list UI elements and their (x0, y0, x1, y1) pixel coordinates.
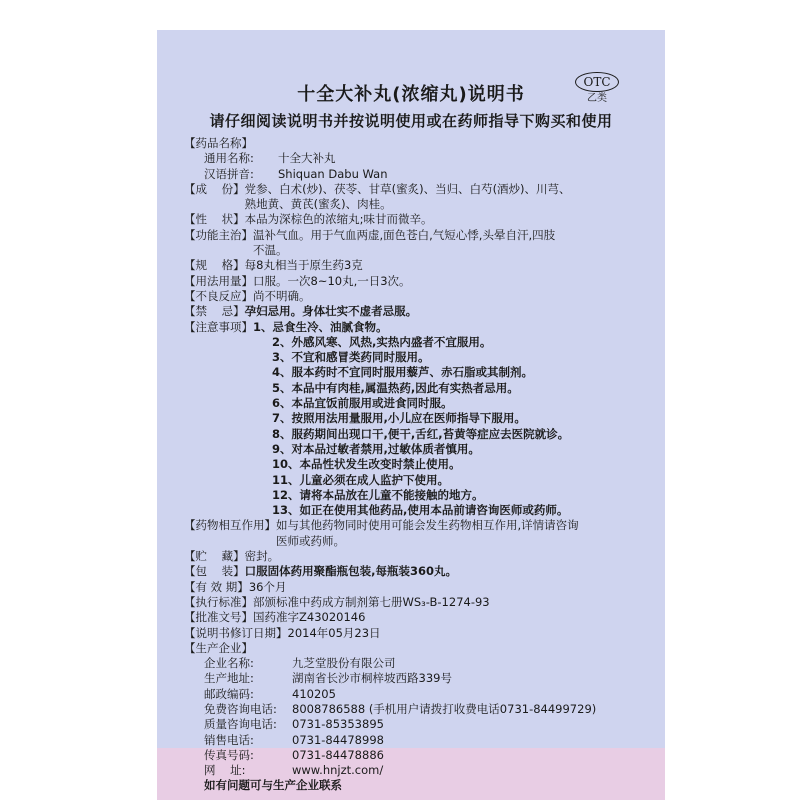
drug-name-label: 【药品名称】 (184, 136, 253, 150)
fax-value: 0731-84478886 (292, 747, 384, 762)
contraindications-label: 【禁 忌】 (184, 304, 245, 319)
address-label: 生产地址: (204, 671, 254, 686)
pinyin-label: 汉语拼音: (204, 166, 254, 181)
common-name-row (184, 151, 662, 166)
precaution-item: 6、本品宜饭前服用或进食同时服。 (272, 396, 453, 411)
precaution-item: 10、本品性状发生改变时禁止使用。 (272, 457, 461, 472)
document-subtitle: 请仔细阅读说明书并按说明使用或在药师指导下购买和使用 (209, 112, 613, 130)
packaging-label: 【包 装】 (184, 564, 245, 579)
validity-label: 【有 效 期】 (184, 579, 249, 594)
validity-row (184, 580, 662, 595)
address-value: 湖南省长沙市桐梓坡西路339号 (292, 671, 452, 686)
interactions-value (276, 518, 662, 549)
pinyin-row (184, 167, 662, 182)
contraindications-value: 孕妇忌用。身体壮实不虚者忌服。 (244, 304, 418, 319)
otc-badge (575, 72, 619, 105)
precaution-item: 11、儿童必须在成人监护下使用。 (272, 472, 450, 487)
standard-label: 【执行标准】 (184, 594, 253, 609)
indications-row (184, 228, 662, 259)
indications-value (253, 228, 662, 259)
standard-value: 部颁标准中药成方制剂第七册WS₃-B-1274-93 (253, 594, 490, 609)
drug-name-section (184, 136, 662, 151)
manufacturer-section (184, 641, 662, 656)
ingredients-line: 党参、白术(炒)、茯苓、甘草(蜜炙)、当归、白芍(酒炒)、川芎、 (244, 181, 571, 196)
adverse-value: 尚不明确。 (253, 288, 311, 303)
validity-value: 36个月 (248, 579, 287, 594)
ingredients-line: 熟地黄、黄芪(蜜炙)、肉桂。 (244, 197, 392, 212)
quality-hotline-label: 质量咨询电话: (204, 717, 277, 732)
document-title: 十全大补丸(浓缩丸)说明书 (297, 84, 525, 105)
closing-note: 如有问题可与生产企业联系 (204, 778, 342, 793)
specification-value: 每8丸相当于原生药3克 (244, 258, 363, 273)
precaution-item: 8、服药期间出现口干,便干,舌红,苔黄等症应去医院就诊。 (272, 426, 570, 441)
website-value: www.hnjzt.com/ (292, 763, 384, 778)
interactions-row (184, 518, 662, 549)
leaflet-sheet (157, 30, 665, 800)
revision-row (184, 626, 662, 641)
website-label: 网 址: (204, 763, 246, 778)
otc-oval-label: OTC (575, 72, 619, 92)
ingredients-row (184, 182, 662, 213)
website-row (184, 763, 662, 778)
interactions-line: 医师或药师。 (276, 533, 345, 548)
packaging-value: 口服固体药用聚酯瓶包装,每瓶装360丸。 (244, 564, 457, 579)
dosage-label: 【用法用量】 (184, 273, 253, 288)
storage-row (184, 549, 662, 564)
appearance-label: 【性 状】 (184, 212, 245, 227)
storage-label: 【贮 藏】 (184, 549, 245, 564)
precaution-item: 9、对本品过敏者禁用,过敏体质者慎用。 (272, 441, 480, 456)
specification-label: 【规 格】 (184, 258, 245, 273)
address-row (184, 671, 662, 686)
precaution-item: 13、如正在使用其他药品,使用本品前请咨询医师或药师。 (272, 503, 569, 518)
otc-class-label: 乙类 (587, 93, 607, 104)
dosage-row (184, 274, 662, 289)
ingredients-value (245, 182, 662, 213)
company-value: 九芝堂股份有限公司 (292, 656, 396, 671)
free-hotline-row (184, 702, 662, 717)
free-hotline-value: 8008786588 (手机用户请拨打收费电话0731-84499729) (292, 701, 597, 716)
fax-row (184, 748, 662, 763)
revision-label: 【说明书修订日期】 (184, 625, 288, 640)
packaging-row (184, 564, 662, 579)
sales-phone-value: 0731-84478998 (292, 732, 384, 747)
precaution-item: 7、按照用法用量服用,小儿应在医师指导下服用。 (272, 411, 526, 426)
standard-row (184, 595, 662, 610)
manufacturer-label: 【生产企业】 (184, 640, 253, 655)
specification-row (184, 258, 662, 273)
appearance-row (184, 212, 662, 227)
precaution-item: 12、请将本品放在儿童不能接触的地方。 (272, 487, 484, 502)
company-row (184, 656, 662, 671)
revision-value: 2014年05月23日 (287, 625, 381, 640)
precautions-label: 【注意事项】 (184, 319, 253, 334)
postcode-row (184, 687, 662, 702)
quality-hotline-row (184, 717, 662, 732)
postcode-label: 邮政编码: (204, 686, 254, 701)
approval-row (184, 610, 662, 625)
ingredients-label: 【成 份】 (184, 181, 245, 196)
sales-phone-row (184, 733, 662, 748)
company-label: 企业名称: (204, 656, 254, 671)
dosage-value: 口服。一次8~10丸,一日3次。 (253, 273, 411, 288)
leaflet-content (184, 136, 662, 794)
precaution-item: 2、外感风寒、风热,实热内盛者不宜服用。 (272, 334, 492, 349)
precaution-item: 3、不宜和感冒类药同时服用。 (272, 350, 430, 365)
indications-line: 温补气血。用于气血两虚,面色苍白,气短心悸,头晕自汗,四肢 (253, 227, 556, 242)
approval-value: 国药准字Z43020146 (253, 610, 366, 625)
precaution-item: 1、忌食生冷、油腻食物。 (253, 319, 388, 334)
adverse-label: 【不良反应】 (184, 288, 253, 303)
postcode-value: 410205 (292, 686, 336, 701)
sales-phone-label: 销售电话: (204, 732, 254, 747)
free-hotline-label: 免费咨询电话: (204, 701, 277, 716)
interactions-label: 【药物相互作用】 (184, 518, 276, 533)
contraindications-row (184, 304, 662, 319)
interactions-line: 如与其他药物同时使用可能会发生药物相互作用,详情请咨询 (276, 518, 579, 533)
approval-label: 【批准文号】 (184, 610, 253, 625)
pinyin-value: Shiquan Dabu Wan (278, 166, 388, 181)
fax-label: 传真号码: (204, 747, 254, 762)
adverse-row (184, 289, 662, 304)
indications-line: 不温。 (253, 243, 288, 258)
appearance-value: 本品为深棕色的浓缩丸;味甘而微辛。 (244, 212, 433, 227)
precaution-item: 5、本品中有肉桂,属温热药,因此有实热者忌用。 (272, 380, 519, 395)
storage-value: 密封。 (244, 549, 280, 564)
indications-label: 【功能主治】 (184, 227, 253, 242)
precaution-item: 4、服本药时不宜同时服用藜芦、赤石脂或其制剂。 (272, 365, 533, 380)
common-name-label: 通用名称: (204, 151, 254, 166)
common-name-value: 十全大补丸 (278, 151, 336, 166)
quality-hotline-value: 0731-85353895 (292, 717, 384, 732)
precautions-row (184, 320, 662, 335)
